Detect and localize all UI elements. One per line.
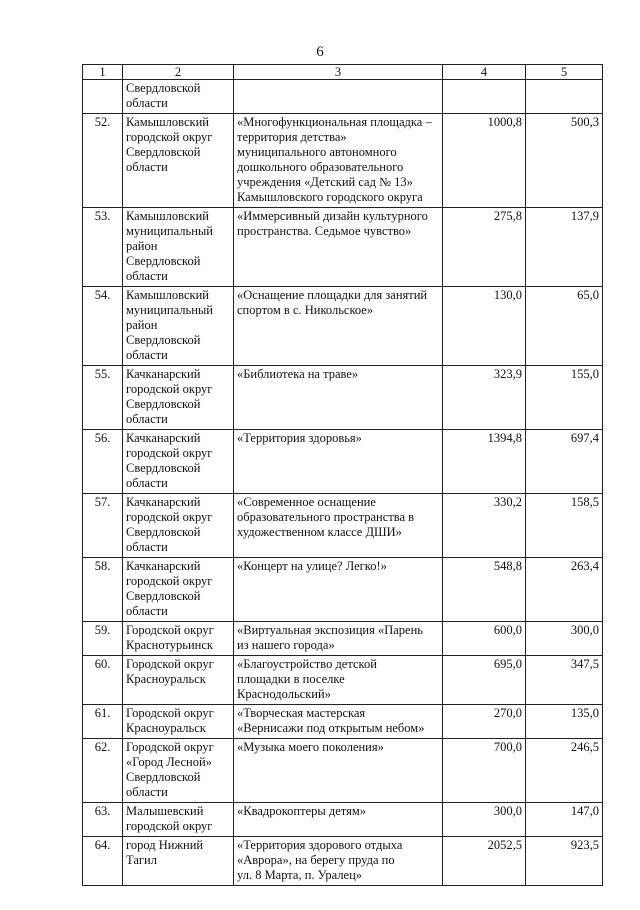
municipality-cell: город Нижний Тагил (123, 837, 234, 886)
municipality-cell: Городской округ «Город Лесной» Свердловской области (123, 739, 234, 803)
project-cell: «Современное оснащение образовательного пространства в художественном классе ДШИ» (234, 494, 443, 558)
total-cell (443, 80, 526, 114)
municipality-cell: Качканарский городской округ Свердловской области (123, 430, 234, 494)
grant-cell: 137,9 (526, 208, 603, 287)
table-row (83, 803, 603, 837)
grant-cell: 65,0 (526, 287, 603, 366)
project-cell: «Оснащение площадки для занятий спортом в с. Никольское» (234, 287, 443, 366)
project-cell: «Концерт на улице? Легко!» (234, 558, 443, 622)
project-cell: «Библиотека на траве» (234, 366, 443, 430)
row-number: 56. (83, 430, 123, 494)
total-cell: 323,9 (443, 366, 526, 430)
page-number: 6 (316, 44, 324, 60)
table-row (83, 705, 603, 739)
header-col-2: 2 (123, 65, 234, 80)
total-cell: 695,0 (443, 656, 526, 705)
project-cell: «Творческая мастерская «Вернисажи под открытым небом» (234, 705, 443, 739)
table-row (83, 287, 603, 366)
total-cell: 548,8 (443, 558, 526, 622)
header-col-5: 5 (526, 65, 603, 80)
municipality-cell: Камышловский городской округ Свердловской области (123, 114, 234, 208)
total-cell: 1394,8 (443, 430, 526, 494)
municipality-cell: Камышловский муниципальный район Свердловской области (123, 287, 234, 366)
header-col-3: 3 (234, 65, 443, 80)
total-cell: 275,8 (443, 208, 526, 287)
grants-table (82, 64, 603, 886)
project-cell: «Квадрокоптеры детям» (234, 803, 443, 837)
total-cell: 2052,5 (443, 837, 526, 886)
row-number: 54. (83, 287, 123, 366)
header-col-1: 1 (83, 65, 123, 80)
project-cell: «Виртуальная экспозиция «Парень из нашего города» (234, 622, 443, 656)
grant-cell: 246,5 (526, 739, 603, 803)
row-number (83, 80, 123, 114)
row-number: 60. (83, 656, 123, 705)
project-cell: «Иммерсивный дизайн культурного пространства. Седьмое чувство» (234, 208, 443, 287)
grant-cell: 147,0 (526, 803, 603, 837)
total-cell: 330,2 (443, 494, 526, 558)
municipality-cell: Качканарский городской округ Свердловской области (123, 366, 234, 430)
grant-cell: 697,4 (526, 430, 603, 494)
table-row (83, 622, 603, 656)
grant-cell: 500,3 (526, 114, 603, 208)
total-cell: 1000,8 (443, 114, 526, 208)
row-number: 63. (83, 803, 123, 837)
row-number: 52. (83, 114, 123, 208)
municipality-cell: Свердловской области (123, 80, 234, 114)
municipality-cell: Городской округ Красноуральск (123, 705, 234, 739)
table-row (83, 208, 603, 287)
project-cell: «Благоустройство детской площадки в поселке Краснодольский» (234, 656, 443, 705)
grant-cell: 263,4 (526, 558, 603, 622)
project-cell: «Территория здорового отдыха «Аврора», на берегу пруда по ул. 8 Марта, п. Уралец» (234, 837, 443, 886)
project-cell: «Музыка моего поколения» (234, 739, 443, 803)
row-number: 55. (83, 366, 123, 430)
municipality-cell: Качканарский городской округ Свердловской области (123, 494, 234, 558)
grant-cell: 347,5 (526, 656, 603, 705)
grant-cell (526, 80, 603, 114)
table-row (83, 430, 603, 494)
municipality-cell: Камышловский муниципальный район Свердловской области (123, 208, 234, 287)
total-cell: 600,0 (443, 622, 526, 656)
total-cell: 300,0 (443, 803, 526, 837)
header-row (83, 65, 603, 80)
grant-cell: 923,5 (526, 837, 603, 886)
total-cell: 130,0 (443, 287, 526, 366)
project-cell: «Многофункциональная площадка – территория детства» муниципального автономного дошкольного образовательного учреждения «Детский сад № 13» Камышловского городского округа (234, 114, 443, 208)
table-row (83, 114, 603, 208)
row-number: 57. (83, 494, 123, 558)
grant-cell: 155,0 (526, 366, 603, 430)
table-row (83, 558, 603, 622)
row-number: 62. (83, 739, 123, 803)
header-col-4: 4 (443, 65, 526, 80)
continuation-row (83, 80, 603, 114)
project-cell: «Территория здоровья» (234, 430, 443, 494)
table-row (83, 494, 603, 558)
table-row (83, 837, 603, 886)
row-number: 59. (83, 622, 123, 656)
table-row (83, 739, 603, 803)
municipality-cell: Малышевский городской округ (123, 803, 234, 837)
table-row (83, 366, 603, 430)
row-number: 64. (83, 837, 123, 886)
row-number: 58. (83, 558, 123, 622)
grant-cell: 300,0 (526, 622, 603, 656)
total-cell: 700,0 (443, 739, 526, 803)
row-number: 61. (83, 705, 123, 739)
grant-cell: 158,5 (526, 494, 603, 558)
table-row (83, 656, 603, 705)
row-number: 53. (83, 208, 123, 287)
total-cell: 270,0 (443, 705, 526, 739)
project-cell (234, 80, 443, 114)
municipality-cell: Городской округ Краснотурьинск (123, 622, 234, 656)
municipality-cell: Качканарский городской округ Свердловской области (123, 558, 234, 622)
grant-cell: 135,0 (526, 705, 603, 739)
municipality-cell: Городской округ Красноуральск (123, 656, 234, 705)
